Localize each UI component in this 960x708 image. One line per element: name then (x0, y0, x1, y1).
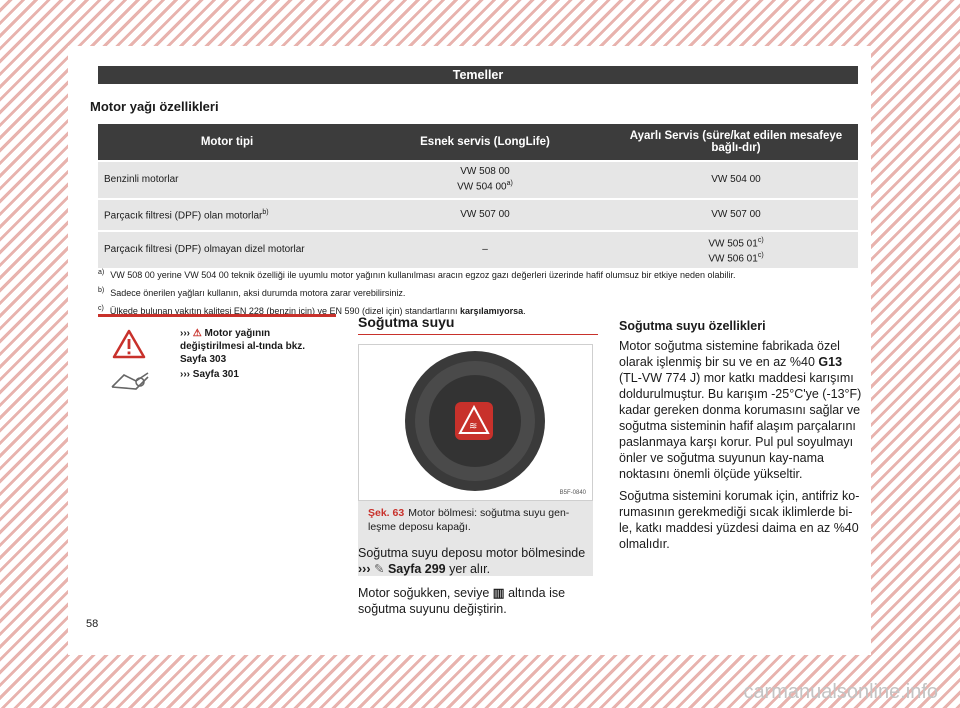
fixed-spec: VW 506 01 (708, 253, 758, 265)
footnote (98, 283, 858, 301)
oil-spec-table (98, 122, 858, 270)
footnote-mark: b) (262, 209, 269, 217)
paragraph-text: yer alır. (449, 562, 491, 576)
coolant-heading (358, 314, 598, 335)
footnotes (98, 265, 858, 319)
engine-label: Parçacık filtresi (DPF) olmayan dizel motorlar (104, 244, 305, 255)
book-icon (110, 369, 150, 396)
section-header: Temeller (98, 66, 858, 84)
footnote-mark: c) (757, 236, 764, 244)
oil-section-title: Motor yağı özellikleri (90, 99, 219, 114)
paragraph-text: Motor soğutma sistemine fabrikada özel olarak işlenmiş bir su ve en az %40 (619, 339, 840, 369)
warning-box (98, 314, 336, 399)
footnote-mark: c) (757, 252, 764, 259)
flex-spec: VW 507 00 (460, 209, 510, 220)
page-number: 58 (86, 618, 99, 630)
table-row (98, 162, 858, 198)
flex-spec: VW 504 00 (457, 181, 507, 193)
paragraph-text: altında ise soğutma suyunu değiştirin. (358, 586, 566, 616)
ref-arrows: ››› (358, 562, 371, 576)
caption-label: Şek. 63 (368, 507, 405, 519)
watermark: carmanualsonline.info (743, 681, 938, 703)
footnote-mark: c) (98, 305, 104, 312)
engine-label: Parçacık filtresi (DPF) olan motorlar (104, 210, 263, 222)
footnote-text: Sadece önerilen yağları kullanın, aksi durumda motora zarar verebilirsiniz. (110, 288, 406, 298)
fixed-spec: VW 507 00 (711, 209, 761, 220)
fixed-spec: VW 505 01 (708, 238, 758, 249)
warning-label[interactable]: Motor yağının değiştirilmesi al-tında bkz. Sayfa 303 (180, 328, 306, 365)
footnote (98, 265, 858, 283)
footnote-bold: karşılamıyorsa (460, 306, 524, 316)
footnote-end: . (523, 306, 526, 316)
paragraph-text: (TL-VW 774 J) mor katkı maddesi karışımı doldurulmuştur. Bu karışım -25°C'ye (-13°F) kadar gereken donma korumasını sağlar ve soğutma sisteminin hafif alaşım parçalarını paslanmaya karşı korur. Pul pul soyulmayı önler ve soğutma suyunun kay-nama noktasını önemli ölçüde yükseltir. (619, 371, 862, 481)
footnote-mark: a) (98, 269, 105, 276)
footnote-text: VW 508 00 yerine VW 504 00 teknik özelliği ile uyumlu motor yağının kullanılması aracın egzoz gazı değerleri üzerinde hafif olumsuz bir etkiye neden olabilir. (110, 270, 736, 280)
page-reference-link[interactable]: ››› Sayfa 301 (180, 369, 239, 380)
warning-triangle-icon (112, 329, 146, 364)
warning-text (180, 327, 330, 366)
engine-label: Benzinli motorlar (104, 174, 179, 185)
properties-title: Soğutma suyu özellikleri (619, 319, 766, 333)
footnote-mark: a) (506, 180, 513, 188)
flex-spec: VW 508 00 (460, 166, 510, 178)
paragraph-text: Motor soğukken, seviye (358, 586, 490, 600)
coolant-title: Soğutma suyu (358, 314, 455, 330)
ref-arrows: ››› (180, 328, 190, 339)
paragraph-text: Soğutma suyu deposu motor bölmesinde (358, 546, 586, 560)
fixed-spec: VW 504 00 (711, 174, 761, 185)
figure-63 (358, 344, 593, 576)
book-icon: ✎ (373, 562, 385, 576)
figure-caption (368, 506, 583, 534)
coolant-properties (619, 318, 864, 558)
mini-warning-icon: ⚠ (192, 328, 202, 339)
paragraph-text: Soğutma sistemini korumak için, antifriz ko-rumasının gerekmediği sıcak iklimlerde bi-le, katkı maddesi yüzdesi daima en az %40 olmalıdır. (619, 489, 860, 551)
col-flex-service: Esnek servis (LongLife) (356, 124, 614, 160)
coolant-text (358, 545, 598, 617)
table-row (98, 200, 858, 230)
figure-code: B5F-0840 (559, 490, 586, 496)
col-fixed-service: Ayarlı Servis (süre/kat edilen mesafeye bağlı-dır) (614, 124, 858, 160)
col-engine-type: Motor tipi (98, 124, 356, 160)
coolant-cap-image (358, 344, 593, 501)
svg-text:≋: ≋ (469, 421, 478, 432)
table-row (98, 232, 858, 268)
additive-code: G13 (818, 355, 843, 369)
page-reference-link[interactable]: Sayfa 299 (387, 562, 446, 576)
footnote-mark: b) (98, 287, 105, 294)
min-level-icon: ▥ (492, 586, 505, 600)
caption-text: Motor bölmesi: soğutma suyu gen-leşme deposu kapağı. (368, 507, 570, 533)
footnote-text: Ülkede bulunan yakıtın kalitesi EN 228 (benzin için) ve EN 590 (dizel için) standartlarını (109, 306, 458, 316)
flex-spec: – (482, 244, 488, 255)
manual-page (68, 46, 871, 655)
